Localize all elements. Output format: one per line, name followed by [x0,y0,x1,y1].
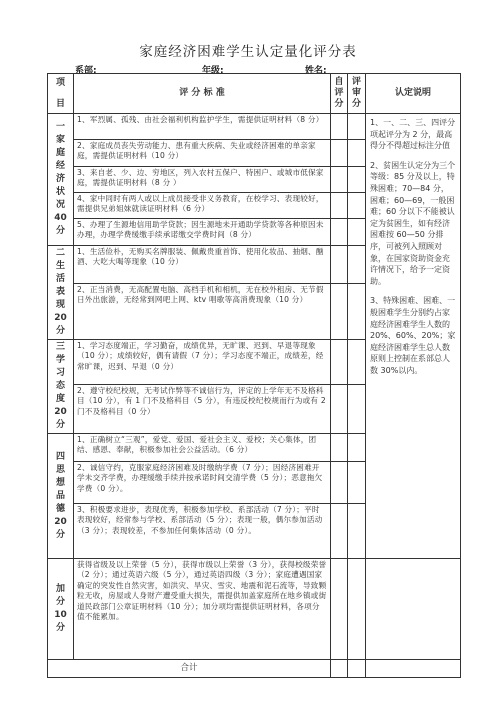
criteria-text: 2、正当消费，无高配置电脑、高档手机和相机，无在校外租房、无节假日外出旅游，无经常到网吧上网、ktv 唱歌等高消费现象（10 分） [74,283,331,339]
explanation-blank-cell [366,559,461,660]
self-score-cell[interactable] [331,559,348,660]
criteria-text: 1、正确树立“三观”，爱党、爱国、爱社会主义、爱校；关心集体，团结、感恩、奉献，积极参加社会公益活动。（6 分） [74,434,331,462]
section-label: 一 家 庭 经 济 状 况 40 分 [48,114,74,246]
criteria-row [48,114,461,140]
criteria-row [48,559,461,660]
self-score-cell[interactable] [331,283,348,339]
criteria-text: 2、家庭成员丧失劳动能力、患有重大疾病、失业或经济困难的单亲家庭，需提供证明材料（10 分） [74,140,331,167]
review-score-cell[interactable] [348,462,366,504]
review-score-cell[interactable] [348,219,366,246]
header-item: 项 目 [48,74,74,114]
self-score-cell[interactable] [331,384,348,433]
review-score-cell[interactable] [348,140,366,167]
criteria-text: 获得省级及以上荣誉（5 分），获得市级以上荣誉（3 分），获得校级荣誉（2 分）；通过英语六级（5 分），通过英语四级（3 分）；家庭遭遇国家确定的突发性自然灾害，如洪灾、旱灾、雪灾、地震和泥石流等，导致颗粒无收，房屋或人身财产遭受重大损失，需提供加盖家庭所在地乡镇或街道民政部门公章证明材料（10 分）；加分项均需提供证明材料，各项分值不能累加。 [74,559,331,660]
review-score-cell[interactable] [348,504,366,559]
department-label: 系部: [75,66,97,76]
section-label: 三 学 习 态 度 20 分 [48,340,74,434]
criteria-text: 2、遵守校纪校规，无考试作弊等不诚信行为，评定的上学年无不及格科目（10 分），有 1 门不及格科目（5 分），有违反校纪校规而行为或有 2 门不及格科目（0 分） [74,384,331,433]
name-label: 姓名: [305,66,327,76]
total-row [48,660,461,678]
review-score-cell[interactable] [348,167,366,193]
review-score-cell[interactable] [348,283,366,339]
review-score-cell[interactable] [348,559,366,660]
header-review-score: 评 审 分 [348,74,366,114]
criteria-text: 3、积极要求进步，表现优秀，积极参加学校、系部活动（7 分）；平时表现较好，经常参与学校、系部活动（5 分）；表现一般，偶尔参加活动（3 分）；表现较差，不参加任何集体活动（0 分）。 [74,504,331,559]
criteria-text: 1、学习态度端正，学习勤奋，成绩优异，无旷课、迟到、早退等现象（10 分）；成绩较好，偶有请假（7 分）；学习态度不端正，成绩差，经常旷课，迟到、早退（0 分） [74,340,331,385]
self-score-cell[interactable] [331,140,348,167]
self-score-cell[interactable] [331,246,348,284]
review-score-cell[interactable] [348,340,366,385]
self-score-cell[interactable] [331,114,348,140]
header-row [48,74,461,114]
total-review-score-cell[interactable] [348,660,366,678]
total-label: 合计 [48,660,331,678]
criteria-text: 4、家中同时有两人或以上成员接受非义务教育，在校学习、表现较好，需提供兄弟姐妹就读证明材料（6 分） [74,193,331,219]
self-score-cell[interactable] [331,462,348,504]
header-note: 认定说明 [366,74,461,114]
explanation-paragraph: 3、特殊困难、困难、一般困难学生分别约占家庭经济困难学生人数的 20%、60%、20%；家庭经济困难学生总人数原则上控制在系部总人数 30%以内。 [370,296,456,375]
review-score-cell[interactable] [348,193,366,219]
header-criteria: 评 分 标 准 [74,74,331,114]
criteria-text: 1、军烈属、孤残、由社会福利机构监护学生，需提供证明材料（8 分） [74,114,331,140]
self-score-cell[interactable] [331,434,348,462]
criteria-text: 2、诚信守约，克服家庭经济困难及时缴纳学费（7 分）；因经济困难开学未交齐学费，办理缓缴手续并按承诺时间交清学费（5 分）；恶意拖欠学费（0 分）。 [74,462,331,504]
explanation-cell [366,114,461,559]
review-score-cell[interactable] [348,384,366,433]
total-self-score-cell[interactable] [331,660,348,678]
self-score-cell[interactable] [331,340,348,385]
explanation-paragraph: 2、贫困生认定分为三个等级：85 分及以上，特殊困难；70—84 分，困难；60—69，一般困难；60 分以下不能被认定为贫困生，如有经济困难按 60—50 分排序，可被列入照顾对象，在国家资助资金充许情况下，给予一定资助。 [370,160,456,286]
score-table [47,73,461,678]
total-note-cell [366,660,461,678]
section-label: 加 分 10 分 [48,559,74,660]
self-score-cell[interactable] [331,504,348,559]
criteria-text: 3、来自老、少、边、穷地区，列入农村五保户、特困户、或城市低保家庭，需提供证明材料（8 分 ） [74,167,331,193]
review-score-cell[interactable] [348,114,366,140]
score-table-body [48,74,461,678]
page-title: 家庭经济困难学生认定量化评分表 [139,44,357,60]
section-label: 四 思 想 品 德 20 分 [48,434,74,559]
grade-label: 年级: [202,66,224,76]
criteria-text: 5、办理了生源地信用助学贷款；因生源地未开通助学贷款等各种原因未办理，办理学费缓缴手续承诺缴交学费时间（8 分） [74,219,331,246]
section-label: 二 生 活 表 现 20 分 [48,246,74,340]
self-score-cell[interactable] [331,219,348,246]
review-score-cell[interactable] [348,434,366,462]
review-score-cell[interactable] [348,246,366,284]
explanation-paragraph: 1、一、二、三、四评分项起评分为 2 分，最高得分不得超过标注分值 [370,118,456,151]
header-self-score: 自 评 分 [331,74,348,114]
self-score-cell[interactable] [331,167,348,193]
self-score-cell[interactable] [331,193,348,219]
criteria-text: 1、生活俭朴，无购买名牌服装、佩戴贵重首饰、使用化妆品、抽烟、酗酒、大吃大喝等现象（10 分） [74,246,331,284]
